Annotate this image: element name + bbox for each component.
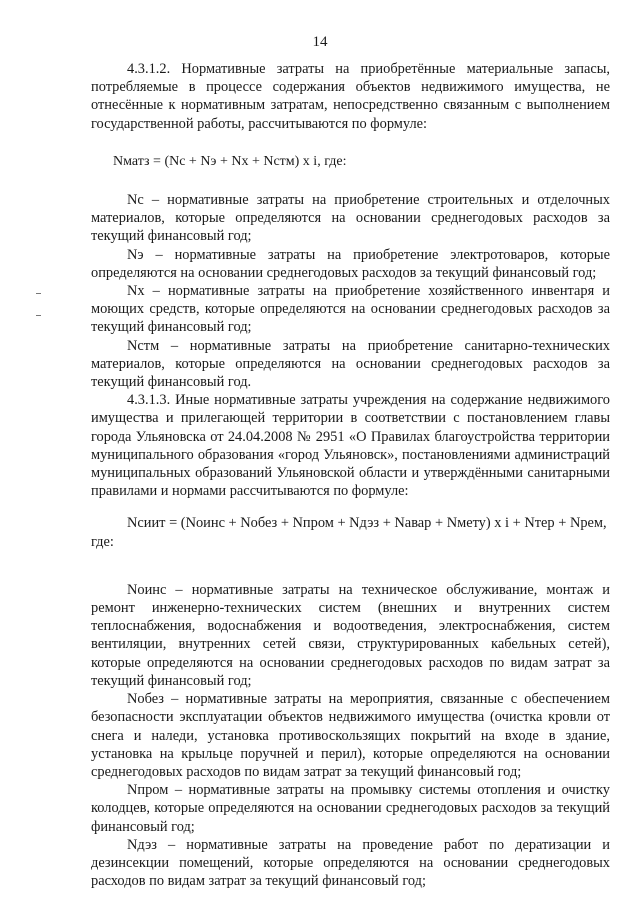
formula-nsiit bbox=[91, 514, 610, 532]
formula-nsiit-tail: где: bbox=[91, 533, 114, 550]
section-4312-intro: 4.3.1.2. Нормативные затраты на приобретённые материальные запасы, потребляемые в процессе содержания объектов недвижимого имущества, не отнесённые к нормативным затратам, непосредственно связанным с выполнением государственной работы, рассчитываются по формуле: bbox=[91, 61, 610, 132]
definition-noins: Nоинс – нормативные затраты на техническое обслуживание, монтаж и ремонт инженерно-технических систем (внешних и внутренних систем теплоснабжения, водоснабжения и водоотведения, электроснабжения, систем вентиляции, внутренних сетей связи, структурированных кабельных сетей), которые определяются на основании среднегодовых расходов по видам затрат за текущий финансовый год; bbox=[91, 581, 610, 689]
margin-mark bbox=[36, 293, 41, 294]
definition-ne: Nэ – нормативные затраты на приобретение электротоваров, которые определяются на основании среднегодовых расходов за текущий финансовый год; bbox=[91, 246, 610, 281]
definition-ndez: Nдэз – нормативные затраты на проведение работ по дератизации и дезинсекции помещений, которые определяются на основании среднегодовых расходов по видам затрат за текущий финансовый год; bbox=[91, 836, 610, 890]
formula-nmatz: Nматз = (Nс + Nэ + Nх + Nстм) х i, где: bbox=[113, 153, 347, 169]
definition-nprom: Nпром – нормативные затраты на промывку системы отопления и очистку колодцев, которые определяются на основании среднегодовых расходов за текущий финансовый год; bbox=[91, 782, 610, 835]
formula-nsiit-main: Nсиит = (Nоинс + Nобез + Nпром + Nдэз + Nавар + Nмету) х i + Nтер + Nрем, bbox=[127, 515, 607, 532]
page-number: 14 bbox=[312, 34, 328, 50]
margin-mark bbox=[36, 315, 41, 316]
section-4313-intro: 4.3.1.3. Иные нормативные затраты учреждения на содержание недвижимого имущества и прилегающей территории в соответствии с постановлением главы города Ульяновска от 24.04.2008 № 2951 «О Правилах благоустройства территории муниципального образования «город Ульяновск», постановлениями администраций муниципальных образований Ульяновской области и утверждёнными санитарными правилами и нормами рассчитываются по формуле: bbox=[91, 392, 610, 500]
document-body bbox=[91, 60, 610, 890]
definition-nc: Nс – нормативные затраты на приобретение строительных и отделочных материалов, которые определяются на основании среднегодовых расходов за текущий финансовый год; bbox=[91, 192, 610, 245]
definition-nx: Nх – нормативные затраты на приобретение хозяйственного инвентаря и моющих средств, которые определяются на основании среднегодовых расходов за текущий финансовый год; bbox=[91, 283, 610, 336]
definition-nstm: Nстм – нормативные затраты на приобретение санитарно-технических материалов, которые определяются на основании среднегодовых расходов за текущий финансовый год. bbox=[91, 337, 610, 391]
definition-nobez: Nобез – нормативные затраты на мероприятия, связанные с обеспечением безопасности эксплуатации объектов недвижимого имущества (очистка кровли от снега и наледи, установка противоскользящих покрытий на входе в здание, установка на крыльце поручней и перил), которые определяются на основании среднегодовых расходов по видам затрат за текущий финансовый год; bbox=[91, 691, 610, 780]
